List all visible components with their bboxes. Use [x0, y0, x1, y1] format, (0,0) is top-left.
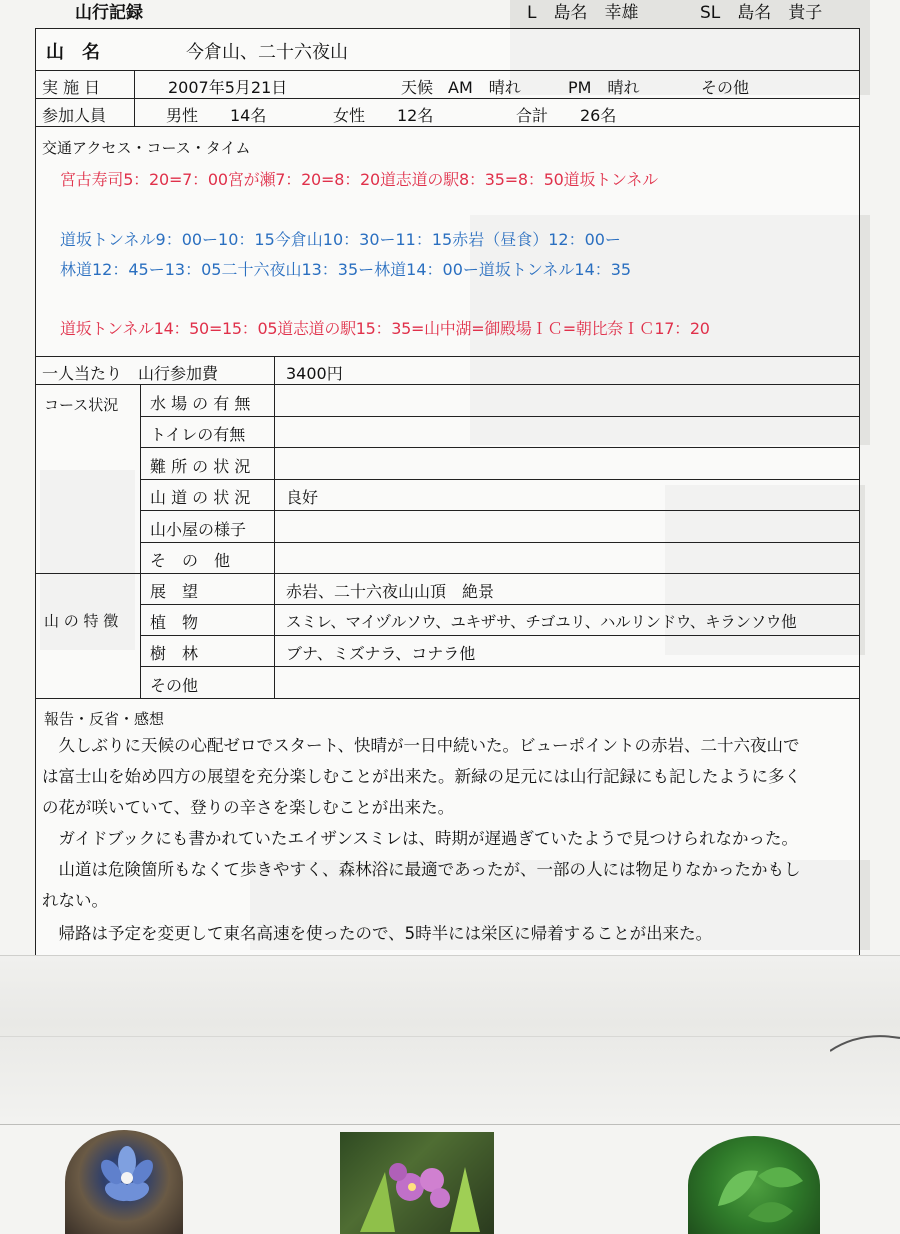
access-block: [36, 127, 859, 357]
weather-am: AM 晴れ: [448, 78, 521, 97]
weather-pm: PM 晴れ: [568, 78, 640, 97]
feature-value: 赤岩、二十六夜山山頂 絶景: [286, 582, 495, 601]
route-line-2: 道坂トンネル9：00ー10：15今倉山10：30ー11：15赤岩（昼食）12：00ー: [60, 230, 621, 249]
fee-value: 3400円: [286, 364, 343, 383]
course-item: 山小屋の様子: [150, 520, 247, 539]
date-value: 2007年5月21日: [168, 78, 288, 97]
features-label: 山 の 特 徴: [44, 612, 119, 630]
weather-label: 天候: [401, 78, 434, 97]
tape-strip: [0, 955, 900, 1125]
route-line-3: 林道12：45ー13：05二十六夜山13：35ー林道14：00ー道坂トンネル14：35: [60, 260, 632, 279]
feature-value: ブナ、ミズナラ、コナラ他: [286, 644, 476, 663]
date-label: 実 施 日: [42, 78, 101, 97]
report-line: は富士山を始め四方の展望を充分楽しむことが出来た。新緑の足元には山行記録にも記したように多く: [42, 767, 801, 786]
participants-row: [36, 99, 859, 127]
report-line: 山道は危険箇所もなくて歩きやすく、森林浴に最適であったが、一部の人には物足りなかったかもし: [42, 860, 801, 879]
feature-item: 展 望: [150, 582, 199, 601]
divider: [36, 573, 140, 574]
pink-flower-icon: [340, 1132, 494, 1234]
leaf-photo: [688, 1136, 820, 1234]
feature-item: その他: [150, 676, 199, 695]
course-item: そ の 他: [150, 551, 231, 570]
course-item: トイレの有無: [150, 425, 246, 444]
report-line: れない。: [42, 891, 108, 910]
page-title: 山行記録: [75, 3, 143, 23]
course-label: コース状況: [44, 396, 119, 414]
weather-other: その他: [701, 78, 750, 97]
report-line: の花が咲いていて、登りの辛さを楽しむことが出来た。: [42, 798, 455, 817]
blue-flower-icon: [65, 1130, 183, 1234]
report-line: 帰路は予定を変更して東名高速を使ったので、5時半には栄区に帰着することが出来た。: [42, 924, 713, 943]
course-value: 良好: [286, 488, 319, 507]
report-label: 報告・反省・感想: [44, 710, 165, 728]
fee-row: [36, 357, 859, 385]
report-block: [36, 699, 859, 955]
record-form: [35, 28, 860, 956]
male-count: 男性 14名: [166, 106, 267, 125]
flower-photo-pink: [340, 1132, 494, 1234]
fee-label: 一人当たり 山行参加費: [42, 364, 219, 383]
access-label: 交通アクセス・コース・タイム: [42, 139, 251, 157]
total-count: 合計 26名: [516, 106, 617, 125]
tape-curl: [830, 1026, 900, 1056]
participants-label: 参加人員: [42, 106, 107, 125]
divider: [134, 99, 135, 126]
course-item: 山 道 の 状 況: [150, 488, 251, 507]
feature-value: スミレ、マイヅルソウ、ユキザサ、チゴユリ、ハルリンドウ、キランソウ他: [286, 613, 797, 631]
report-line: ガイドブックにも書かれていたエイザンスミレは、時期が遅過ぎていたようで見つけられなかった。: [42, 829, 799, 848]
route-line-1: 宮古寿司5：20=7：00宮が瀬7：20=8：20道志道の駅8：35=8：50道坂トンネル: [60, 170, 658, 189]
mountain-value: 今倉山、二十六夜山: [186, 42, 348, 63]
mountain-label: 山 名: [46, 42, 100, 63]
subleader: SL 島名 貴子: [700, 3, 823, 23]
feature-item: 植 物: [150, 613, 199, 632]
flower-photo-blue: [65, 1130, 183, 1234]
divider: [274, 357, 275, 384]
conditions-grid: [36, 385, 859, 699]
divider: [134, 71, 135, 98]
route-line-4: 道坂トンネル14：50=15：05道志道の駅15：35=山中湖=御殿場ＩＣ=朝比奈ＩＣ17：20: [60, 319, 710, 338]
header-bar: [0, 0, 900, 22]
course-item: 難 所 の 状 況: [150, 457, 251, 476]
female-count: 女性 12名: [333, 106, 434, 125]
leaf-icon: [688, 1136, 820, 1234]
course-item: 水 場 の 有 無: [150, 394, 251, 413]
report-line: 久しぶりに天候の心配ゼロでスタート、快晴が一日中続いた。ビューポイントの赤岩、二十六夜山で: [42, 736, 800, 755]
feature-item: 樹 林: [150, 644, 199, 663]
leader: L 島名 幸雄: [527, 3, 639, 23]
date-row: [36, 71, 859, 99]
mountain-row: [36, 29, 859, 71]
